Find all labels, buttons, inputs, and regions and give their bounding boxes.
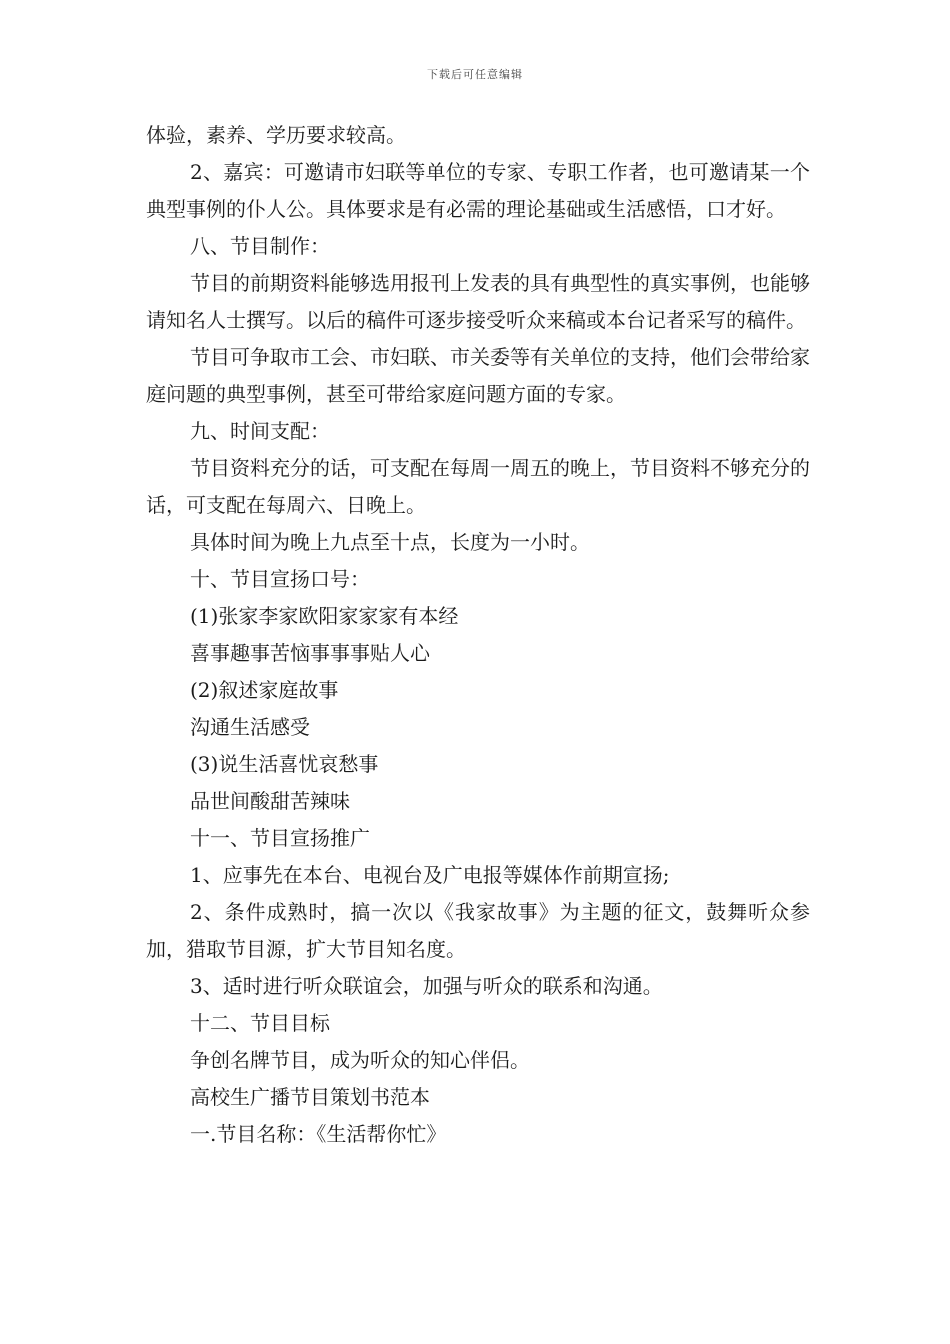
section-heading: 十二、节目目标	[190, 1011, 330, 1035]
slogan-line: 沟通生活感受	[190, 715, 310, 739]
section-heading: 九、时间支配：	[190, 419, 330, 443]
paragraph: 具体时间为晚上九点至十点，长度为一小时。	[190, 530, 590, 554]
list-item: 1、应事先在本台、电视台及广电报等媒体作前期宣扬;	[190, 863, 670, 887]
paragraph: 节目可争取市工会、市妇联、市关委等有关单位的支持，他们会带给家庭问题的典型事例，甚至可带给家庭问题方面的专家。	[146, 345, 810, 406]
document-body	[146, 117, 810, 1153]
section-heading: 一.节目名称：《生活帮你忙》	[190, 1122, 447, 1146]
paragraph: 争创名牌节目，成为听众的知心伴侣。	[190, 1048, 530, 1072]
list-item: 3、适时进行听众联谊会，加强与听众的联系和沟通。	[190, 974, 663, 998]
paragraph: 2、嘉宾：可邀请市妇联等单位的专家、专职工作者，也可邀请某一个典型事例的仆人公。具体要求是有必需的理论基础或生活感悟，口才好。	[146, 160, 810, 221]
slogan-line: 喜事趣事苦恼事事事贴人心	[190, 641, 430, 665]
page-header: 下载后可任意编辑	[427, 68, 523, 81]
paragraph: 节目的前期资料能够选用报刊上发表的具有典型性的真实事例，也能够请知名人士撰写。以后的稿件可逐步接受听众来稿或本台记者采写的稿件。	[146, 271, 810, 332]
slogan-line: 品世间酸甜苦辣味	[190, 789, 350, 813]
paragraph: 体验，素养、学历要求较高。	[146, 123, 406, 147]
slogan-line: (2)叙述家庭故事	[190, 678, 339, 702]
document-subtitle: 高校生广播节目策划书范本	[190, 1085, 430, 1109]
slogan-line: (1)张家李家欧阳家家家有本经	[190, 604, 459, 628]
section-heading: 八、节目制作：	[190, 234, 330, 258]
section-heading: 十、节目宣扬口号：	[190, 567, 370, 591]
paragraph: 节目资料充分的话，可支配在每周一周五的晚上，节目资料不够充分的话，可支配在每周六、日晚上。	[146, 456, 810, 517]
section-heading: 十一、节目宣扬推广	[190, 826, 370, 850]
slogan-line: (3)说生活喜忧哀愁事	[190, 752, 379, 776]
list-item: 2、条件成熟时，搞一次以《我家故事》为主题的征文，鼓舞听众参加，猎取节目源，扩大节目知名度。	[146, 900, 810, 961]
